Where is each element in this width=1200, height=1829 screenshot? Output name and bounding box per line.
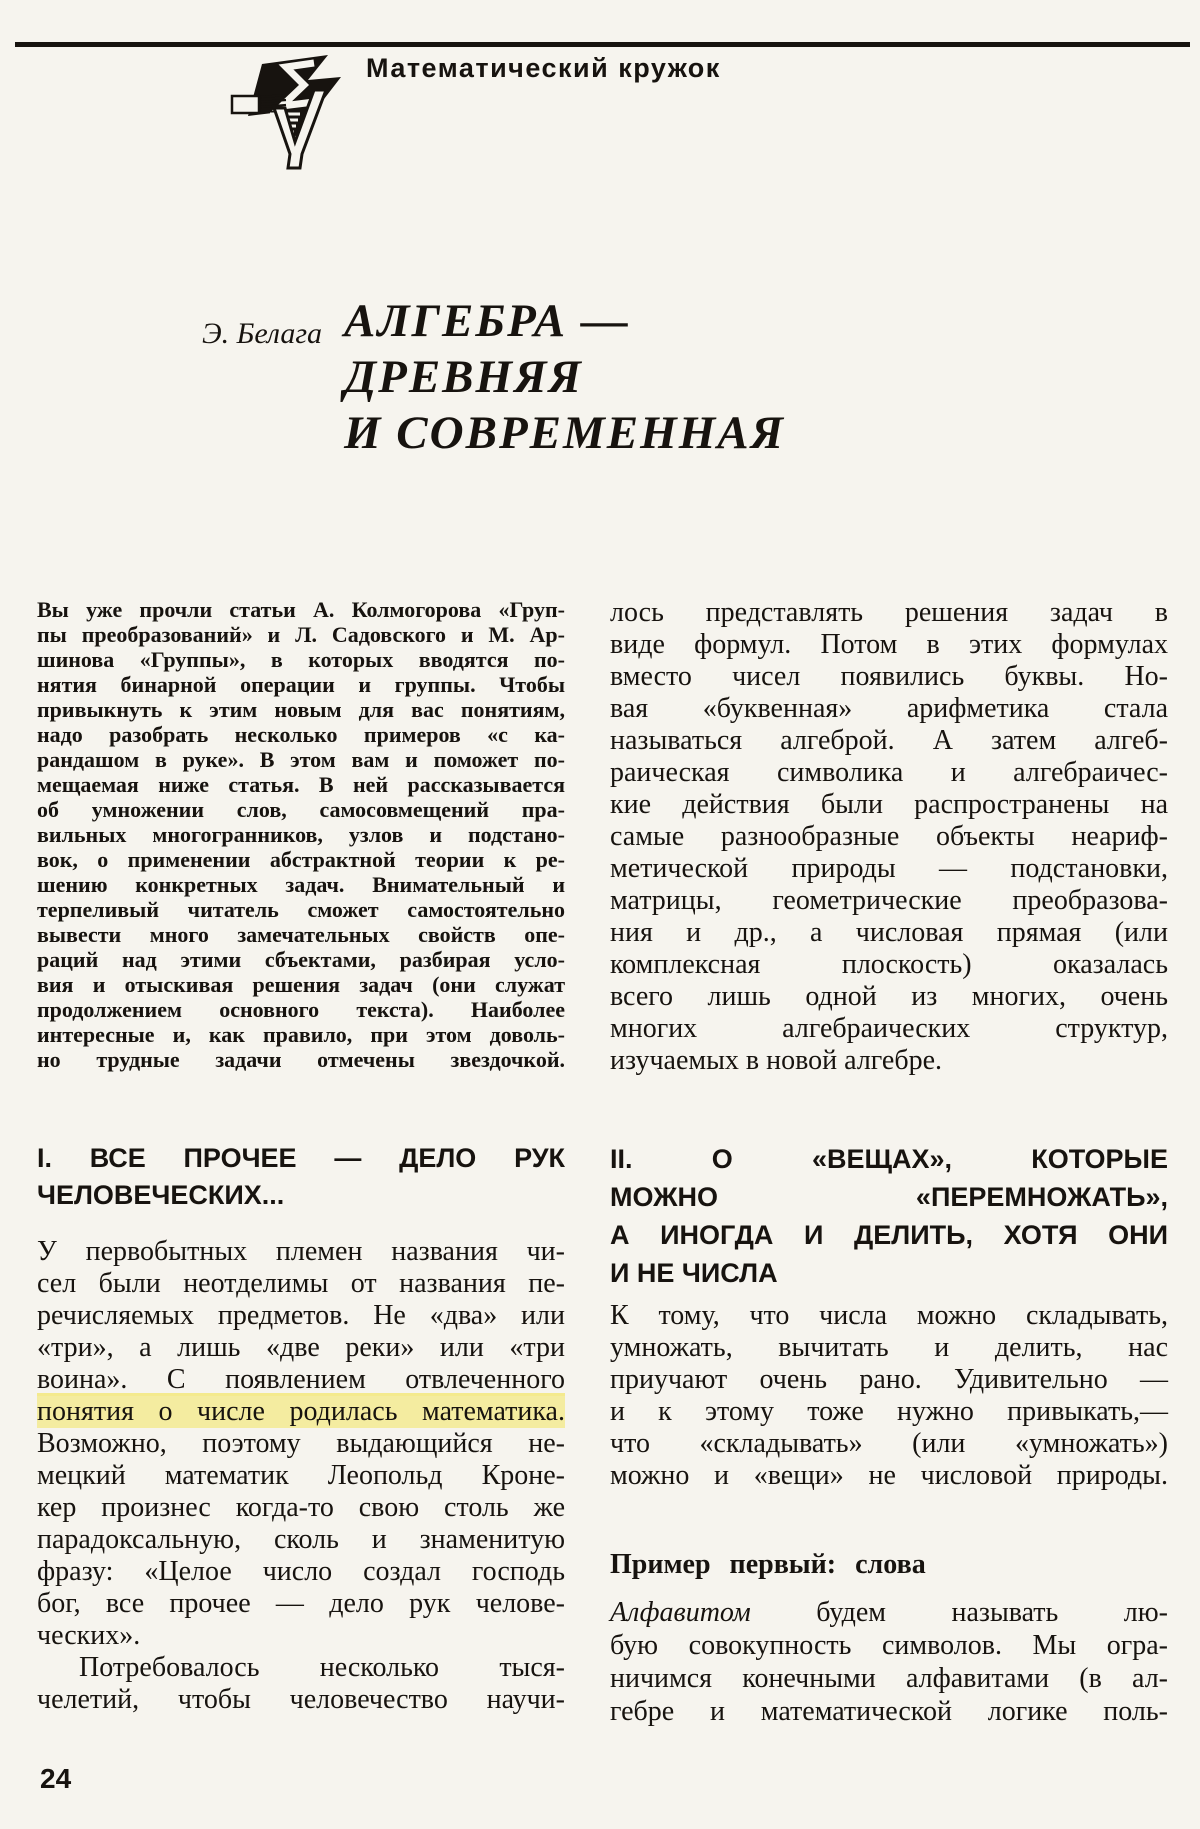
text-line: ДРЕВНЯЯ <box>344 351 583 403</box>
text-line: МОЖНО «ПЕРЕМНОЖАТЬ», <box>610 1182 1168 1212</box>
text-line: лось представлять решения задач в <box>610 597 1168 628</box>
text-line: пы преобразований» и Л. Садовского и М. Ар- <box>37 622 565 647</box>
left-body-part-a <box>37 1236 565 1396</box>
text-line: бую совокупность символов. Мы огра- <box>610 1630 1168 1661</box>
text-line: вая «буквенная» арифметика стала <box>610 693 1168 724</box>
intro-abstract-paragraph <box>37 597 565 1072</box>
highlighted-text-line: понятия о числе родилась математика. <box>37 1396 565 1427</box>
text-line: раическая символика и алгебраичес- <box>610 757 1168 788</box>
text-line: шинова «Группы», в которых вводятся по- <box>37 647 565 672</box>
text-line: мецкий математик Леопольд Кроне- <box>37 1460 565 1491</box>
section-1-heading <box>37 1140 565 1214</box>
text-line: надо разобрать несколько примеров «с ка- <box>37 722 565 747</box>
logo-rect-outline <box>232 96 259 113</box>
text-line: фразу: «Целое число создал господь <box>37 1556 565 1587</box>
left-column-body <box>37 1236 565 1716</box>
right-column-continuation <box>610 597 1168 1077</box>
text-line: А ИНОГДА И ДЕЛИТЬ, ХОТЯ ОНИ <box>610 1220 1168 1250</box>
text-line: речисляемых предметов. Не «два» или <box>37 1300 565 1331</box>
text-line: парадоксальную, сколь и знаменитую <box>37 1524 565 1555</box>
text-line: Алфавитом будем называть лю- <box>610 1597 1168 1628</box>
text-line: вильных многогранников, узлов и подстано- <box>37 822 565 847</box>
text-line: приучают очень рано. Удивительно — <box>610 1364 1168 1395</box>
section-2-body <box>610 1300 1168 1492</box>
text-line: изучаемых в новой алгебре. <box>610 1045 943 1076</box>
text-line: матрицы, геометрические преобразова- <box>610 885 1168 916</box>
text-line: кер произнес когда-то свою столь же <box>37 1492 565 1523</box>
text-line: умножать, вычитать и делить, нас <box>610 1332 1168 1363</box>
text-line: но трудные задачи отмечены звездочкой. <box>37 1047 565 1072</box>
text-line: «три», а лишь «две реки» или «три <box>37 1332 565 1363</box>
example-paragraph <box>610 1596 1168 1728</box>
text-line: ния и др., а числовая прямая (или <box>610 917 1168 948</box>
text-line: и к этому тоже нужно привыкать,— <box>610 1396 1168 1427</box>
article-author: Э. Белага <box>202 317 323 350</box>
text-line: называться алгеброй. А затем алгеб- <box>610 725 1168 756</box>
text-line: челетий, чтобы человечество научи- <box>37 1684 565 1715</box>
text-line: У первобытных племен названия чи- <box>37 1236 565 1267</box>
text-line: об умножении слов, самосовмещений пра- <box>37 797 565 822</box>
text-line: вывести много замечательных свойств опе- <box>37 922 565 947</box>
text-line: Вы уже прочли статьи А. Колмогорова «Груп- <box>37 597 565 622</box>
text-line: раций над этими сбъектами, разбирая усло- <box>37 947 565 972</box>
text-line: шению конкретных задач. Внимательный и <box>37 872 565 897</box>
text-line: АЛГЕБРА — <box>344 295 630 347</box>
text-line: что «складывать» (или «умножать») <box>610 1428 1168 1459</box>
text-line: комплексная плоскость) оказалась <box>610 949 1168 980</box>
text-line: И СОВРЕМЕННАЯ <box>344 407 785 459</box>
text-line: бог, все прочее — дело рук челове- <box>37 1588 565 1619</box>
text-line: можно и «вещи» не числовой природы. <box>610 1460 1168 1491</box>
text-line: вместо чисел появились буквы. Но- <box>610 661 1168 692</box>
text-line: привыкнуть к этим новым для вас понятиям, <box>37 697 565 722</box>
text-line: мещаемая ниже статья. В ней рассказывается <box>37 772 565 797</box>
text-line: И НЕ ЧИСЛА <box>610 1258 778 1288</box>
text-line: сел были неотделимы от названия пе- <box>37 1268 565 1299</box>
text-line: вок, о применении абстрактной теории к ре- <box>37 847 565 872</box>
text-line: ческих». <box>37 1620 141 1651</box>
math-circle-rubric-logo-icon <box>228 50 358 172</box>
text-line: продолжением основного текста). Наиболее <box>37 997 565 1022</box>
text-line: самые разнообразные объекты неариф- <box>610 821 1168 852</box>
article-title <box>344 293 785 461</box>
text-line: нятия бинарной операции и группы. Чтобы <box>37 672 565 697</box>
text-line: ЧЕЛОВЕЧЕСКИХ... <box>37 1180 285 1210</box>
text-line: метической природы — подстановки, <box>610 853 1168 884</box>
text-line: I. ВСЕ ПРОЧЕЕ — ДЕЛО РУК <box>37 1143 565 1173</box>
text-line: К тому, что числа можно складывать, <box>610 1300 1168 1331</box>
text-line: гебре и математической логике поль- <box>610 1696 1168 1727</box>
text-line: всего лишь одной из многих, очень <box>610 981 1168 1012</box>
text-line: ничимся конечными алфавитами (в ал- <box>610 1663 1168 1694</box>
text-line: Возможно, поэтому выдающийся не- <box>37 1428 565 1459</box>
text-line: II. О «ВЕЩАХ», КОТОРЫЕ <box>610 1144 1168 1174</box>
text-line: рандашом в руке». В этом вам и поможет по- <box>37 747 565 772</box>
text-line: многих алгебраических структур, <box>610 1013 1168 1044</box>
page-number: 24 <box>40 1763 72 1794</box>
text-line: Потребовалось несколько тыся- <box>79 1652 565 1683</box>
section-2-heading <box>610 1140 1168 1292</box>
top-rule <box>15 42 1190 47</box>
text-line: кие действия были распространены на <box>610 789 1168 820</box>
rubric-title: Математический кружок <box>366 53 721 83</box>
example-subheading: Пример первый: слова <box>610 1549 926 1580</box>
text-line: интересные и, как правило, при этом доволь- <box>37 1022 565 1047</box>
text-line: воина». С появлением отвлеченного <box>37 1364 565 1395</box>
text-line: вия и отыскивая решения задач (они служат <box>37 972 565 997</box>
text-line: терпеливый читатель сможет самостоятельно <box>37 897 565 922</box>
text-line: виде формул. Потом в этих формулах <box>610 629 1168 660</box>
left-body-part-b <box>37 1428 565 1716</box>
